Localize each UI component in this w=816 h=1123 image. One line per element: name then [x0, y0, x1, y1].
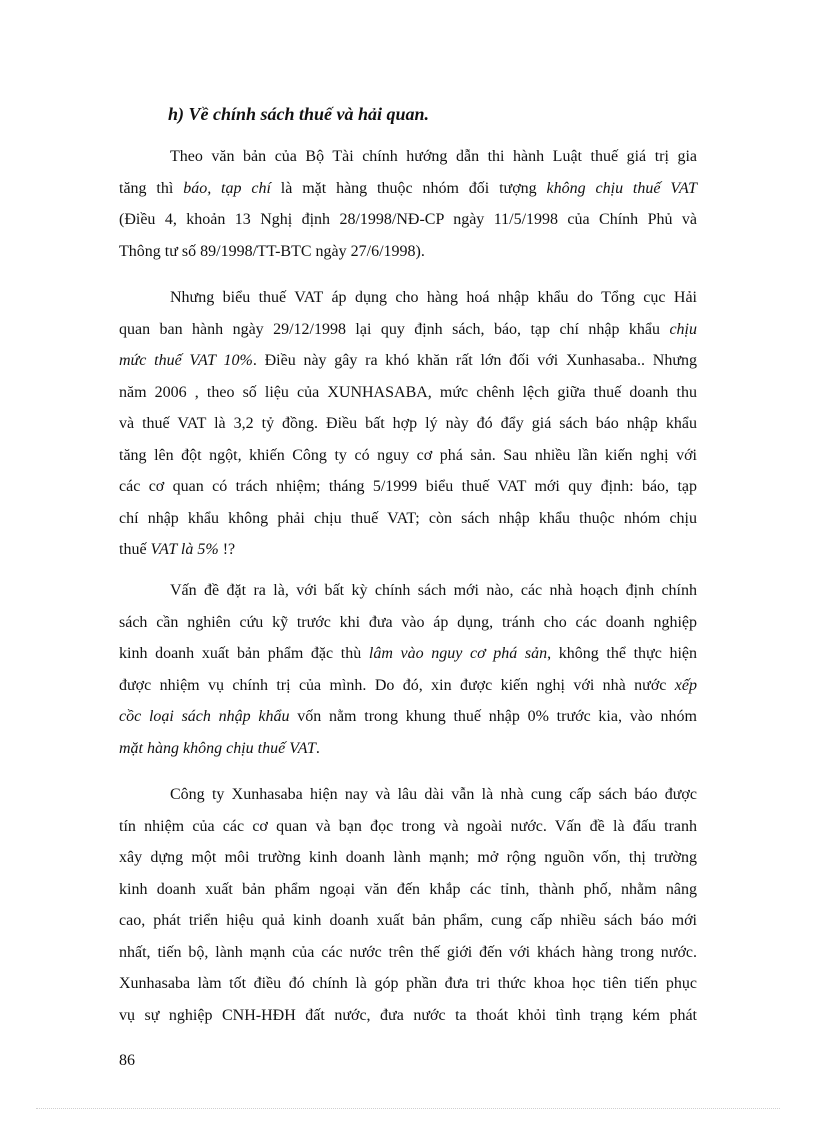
text-line: Nhưng biểu thuế VAT áp dụng cho hàng hoá nhập khẩu do Tổng cục Hải — [170, 289, 697, 306]
text-line: và thuế VAT là 3,2 tỷ đồng. Điều bất hợp lý này đó đẩy giá sách báo nhập khẩu — [119, 415, 697, 432]
page-number: 86 — [119, 1052, 135, 1069]
text-line: được nhiệm vụ chính trị của mình. Do đó, xin được kiến nghị với nhà nước xếp — [119, 676, 697, 694]
text-line: kinh doanh xuất bản phẩm đặc thù lâm vào nguy cơ phá sản, không thể thực hiện — [119, 645, 698, 662]
text-line: kinh doanh xuất bản phẩm ngoại văn đến khắp các tỉnh, thành phố, nhằm nâng — [119, 880, 697, 898]
text-line: cồc loại sách nhập khẩu vốn nằm trong khung thuế nhập 0% trước kia, vào nhóm — [119, 708, 697, 725]
text-line: Xunhasaba làm tốt điều đó chính là góp phần đưa tri thức khoa học tiên tiến phục — [119, 975, 697, 992]
text-line: mặt hàng không chịu thuế VAT. — [119, 739, 320, 757]
text-line: Vấn đề đặt ra là, với bất kỳ chính sách mới nào, các nhà hoạch định chính — [170, 582, 697, 599]
text-line: nhất, tiến bộ, lành mạnh của các nước trên thế giới đến với khách hàng trong nước. — [119, 943, 697, 961]
text-line: Công ty Xunhasaba hiện nay và lâu dài vẫn là nhà cung cấp sách báo được — [170, 786, 697, 803]
text-line: các cơ quan có trách nhiệm; tháng 5/1999 biểu thuế VAT mới quy định: báo, tạp — [119, 478, 697, 495]
page-bottom-divider — [36, 1108, 780, 1109]
text-line: Thông tư số 89/1998/TT-BTC ngày 27/6/1998). — [119, 242, 425, 260]
text-line: vụ sự nghiệp CNH-HĐH đất nước, đưa nước ta thoát khỏi tình trạng kém phát — [119, 1006, 697, 1024]
text-line: cao, phát triển hiệu quả kinh doanh xuất bản phẩm, cung cấp nhiều sách báo mới — [119, 912, 697, 929]
paragraph-3 — [119, 575, 697, 764]
text-line: quan ban hành ngày 29/12/1998 lại quy định sách, báo, tạp chí nhập khẩu chịu — [119, 320, 697, 338]
text-line: thuế VAT là 5% !? — [119, 541, 236, 558]
text-line: Theo văn bản của Bộ Tài chính hướng dẫn thi hành Luật thuế giá trị gia — [170, 148, 697, 165]
paragraph-1 — [119, 141, 697, 267]
paragraph-2 — [119, 282, 697, 566]
text-line: tăng thì báo, tạp chí là mặt hàng thuộc nhóm đối tượng không chịu thuế VAT — [119, 179, 698, 197]
paragraph-4 — [119, 779, 697, 1031]
text-line: tăng lên đột ngột, khiến Công ty có nguy cơ phá sản. Sau nhiều lần kiến nghị với — [119, 446, 697, 464]
text-line: mức thuế VAT 10%. Điều này gây ra khó khăn rất lớn đối với Xunhasaba.. Nhưng — [119, 352, 698, 369]
section-heading: h) Về chính sách thuế và hải quan. — [168, 104, 430, 124]
text-line: năm 2006 , theo số liệu của XUNHASABA, mức chênh lệch giữa thuế doanh thu — [119, 383, 697, 401]
text-line: chí nhập khẩu không phải chịu thuế VAT; còn sách nhập khẩu thuộc nhóm chịu — [119, 509, 697, 527]
text-line: sách cần nghiên cứu kỹ trước khi đưa vào áp dụng, tránh cho các doanh nghiệp — [119, 613, 697, 631]
text-line: tín nhiệm của các cơ quan và bạn đọc trong và ngoài nước. Vấn đề là đấu tranh — [119, 817, 697, 835]
text-line: (Điều 4, khoản 13 Nghị định 28/1998/NĐ-CP ngày 11/5/1998 của Chính Phủ và — [119, 211, 697, 228]
text-line: xây dựng một môi trường kinh doanh lành mạnh; mở rộng nguồn vốn, thị trường — [119, 849, 697, 866]
